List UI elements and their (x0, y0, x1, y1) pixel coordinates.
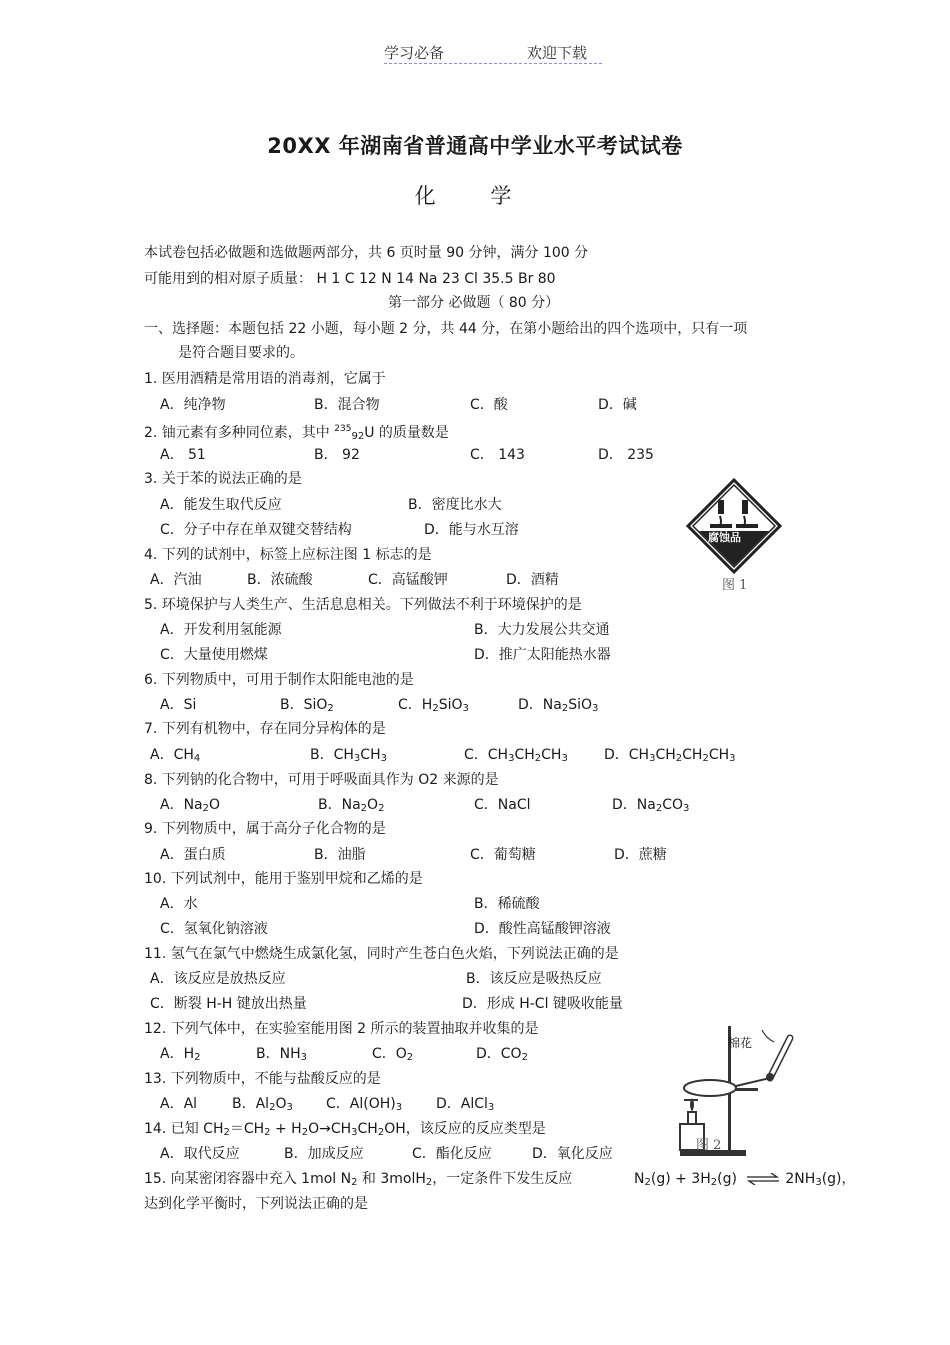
intro-line-1: 本试卷包括必做题和选做题两部分，共 6 页时量 90 分钟，满分 100 分 (144, 245, 589, 261)
q7-b-tail: CH (360, 747, 381, 763)
q3-option-a: A．能发生取代反应 (160, 497, 282, 513)
q7-c-tail: CH (541, 747, 562, 763)
q6-c-tail: SiO (438, 697, 463, 713)
q14-stem-a: 14. 已知 CH (144, 1121, 224, 1137)
q7-option-b (310, 746, 387, 768)
q2-option-d: D． 235 (598, 447, 654, 463)
q11-stem: 11. 氢气在氯气中燃烧生成氯化氢，同时产生苍白色火焰，下列说法正确的是 (144, 946, 619, 962)
q8-option-b (318, 796, 384, 818)
q13-stem: 13. 下列物质中，不能与盐酸反应的是 (144, 1071, 381, 1087)
q12-option-c (372, 1045, 413, 1067)
q13-option-a: A．Al (160, 1096, 198, 1112)
q7-c-sub: 3 (508, 753, 515, 764)
q2-stem (144, 420, 449, 446)
q6-d-text: D．Na (518, 697, 562, 713)
q9-option-a: A．蛋白质 (160, 847, 226, 863)
q4-option-b: B．浓硫酸 (247, 572, 313, 588)
q7-option-c (464, 746, 568, 768)
q7-b-sub2: 3 (380, 753, 387, 764)
q9-option-b: B．油脂 (314, 847, 366, 863)
q15-stem-line-2: 达到化学平衡时，下列说法正确的是 (144, 1196, 368, 1212)
q7-a-text: A．CH (150, 747, 194, 763)
q6-b-sub: 2 (327, 703, 334, 714)
q7-d-sub2: 2 (675, 753, 683, 764)
q7-b-text: B．CH (310, 747, 354, 763)
q15-s1: 2 (351, 1177, 358, 1188)
q5-option-b: B．大力发展公共交通 (474, 622, 610, 638)
q8-d-sub2: 3 (683, 803, 690, 814)
figure-2-label: 棉花 (728, 1036, 753, 1050)
q1-option-a: A．纯净物 (160, 397, 226, 413)
q6-option-a: A．Si (160, 697, 197, 713)
q12-option-d (476, 1045, 528, 1067)
q2-element: U (364, 425, 375, 441)
q9-option-c: C．葡萄糖 (470, 847, 536, 863)
q15-p2: ，一定条件下发生反应 (432, 1171, 573, 1187)
q12-d-text: D．CO (476, 1046, 522, 1062)
intro-line-2: 可能用到的相对原子质量： H 1 C 12 N 14 Na 23 Cl 35.5 Br 80 (144, 271, 556, 287)
q11-option-b: B．该反应是吸热反应 (466, 971, 602, 987)
q10-option-d: D．酸性高锰酸钾溶液 (474, 921, 611, 937)
q14-s3: 2 (301, 1127, 309, 1138)
q7-d-sub: 3 (649, 753, 656, 764)
q10-stem: 10. 下列试剂中，能用于鉴别甲烷和乙烯的是 (144, 871, 423, 887)
q7-stem: 7. 下列有机物中，存在同分异构体的是 (144, 721, 386, 737)
q6-option-b (280, 696, 334, 718)
q8-b-text: B．Na (318, 797, 361, 813)
q8-a-text: A．Na (160, 797, 203, 813)
q1-option-c: C．酸 (470, 397, 508, 413)
q10-option-c: C．氢氧化钠溶液 (160, 921, 268, 937)
figure-1-caption: 图 1 (722, 578, 748, 593)
q8-option-c: C．NaCl (474, 797, 531, 813)
q2-atomic-number: 92 (351, 431, 365, 442)
figure-2-caption: 图 2 (696, 1138, 722, 1153)
q14-s2: 2 (264, 1127, 271, 1138)
q8-b-sub: 2 (360, 803, 368, 814)
q8-d-text: D．Na (612, 797, 656, 813)
q6-c-sub: 2 (432, 703, 439, 714)
q6-b-text: B．SiO (280, 697, 328, 713)
q4-option-a: A．汽油 (150, 572, 202, 588)
q15-eq-c: (g) (717, 1171, 737, 1187)
q14-option-c: C．酯化反应 (412, 1146, 492, 1162)
q6-stem: 6. 下列物质中，可用于制作太阳能电池的是 (144, 672, 414, 688)
q8-a-sub: 2 (202, 803, 210, 814)
q7-option-d (604, 746, 736, 768)
q11-option-d: D．形成 H-Cl 键吸收能量 (462, 996, 623, 1012)
q1-stem: 1. 医用酒精是常用语的消毒剂，它属于 (144, 371, 386, 387)
q15-eq-a: N (634, 1171, 645, 1187)
q15-e3: 3 (815, 1177, 822, 1188)
q14-p4: CH (357, 1121, 378, 1137)
q2-option-a: A． 51 (160, 447, 206, 463)
q7-c-text: C．CH (464, 747, 509, 763)
q5-stem: 5. 环境保护与人类生产、生活息息相关。下列做法不利于环境保护的是 (144, 597, 582, 613)
q6-option-d (518, 696, 598, 718)
q8-option-a (160, 796, 220, 818)
q15-eq-d: 2NH (785, 1171, 816, 1187)
q7-d-mid: CH (655, 747, 676, 763)
q14-s5: 2 (377, 1127, 385, 1138)
q12-c-sub: 2 (406, 1052, 414, 1063)
q15-eq-e: (g)， (821, 1171, 856, 1187)
q13-option-b (232, 1095, 293, 1117)
q11-option-a: A．该反应是放热反应 (150, 971, 286, 987)
header-right: 欢迎下载 (527, 44, 588, 62)
exam-title: 20XX 年湖南省普通高中学业水平考试试卷 (267, 134, 683, 158)
q12-a-sub: 2 (194, 1052, 201, 1063)
q9-stem: 9. 下列物质中，属于高分子化合物的是 (144, 821, 386, 837)
q8-d-tail: CO (662, 797, 684, 813)
q14-p1: ＝CH (229, 1121, 265, 1137)
q8-d-sub: 2 (655, 803, 663, 814)
q14-p2: + H (270, 1121, 302, 1137)
q3-stem: 3. 关于苯的说法正确的是 (144, 471, 302, 487)
q3-option-c: C．分子中存在单双键交替结构 (160, 522, 352, 538)
q14-option-d: D．氧化反应 (532, 1146, 613, 1162)
q14-p5: OH，该反应的反应类型是 (384, 1121, 546, 1137)
figure-1-corrosive-sign (686, 478, 782, 588)
q7-d-tail: CH (708, 747, 730, 763)
q8-stem: 8. 下列钠的化合物中，可用于呼吸面具作为 O2 来源的是 (144, 772, 499, 788)
q12-c-text: C．O (372, 1046, 407, 1062)
q5-option-a: A．开发利用氢能源 (160, 622, 282, 638)
q1-option-d: D．碱 (598, 397, 637, 413)
q6-d-tail: SiO (568, 697, 593, 713)
equilibrium-arrow-icon (745, 1173, 781, 1185)
q15-stem-a: 15. 向某密闭容器中充入 1mol N (144, 1171, 352, 1187)
q7-d-text: D．CH (604, 747, 650, 763)
q2-option-c: C． 143 (470, 447, 525, 463)
q6-c-sub2: 3 (462, 703, 469, 714)
q8-a-tail: O (209, 797, 221, 813)
q12-d-sub: 2 (521, 1052, 528, 1063)
q7-d-mid2: CH (682, 747, 703, 763)
figure-2-apparatus (670, 1020, 800, 1160)
q8-b-sub2: 2 (378, 803, 385, 814)
q9-option-d: D．蔗糖 (614, 847, 667, 863)
q7-b-sub: 3 (353, 753, 361, 764)
q14-s4: 3 (351, 1127, 358, 1138)
q14-option-b: B．加成反应 (284, 1146, 364, 1162)
q15-stem (144, 1170, 572, 1192)
q6-d-sub2: 3 (592, 703, 599, 714)
q7-d-sub4: 3 (729, 753, 736, 764)
q15-p1: 和 3molH (357, 1171, 426, 1187)
q6-d-sub: 2 (561, 703, 569, 714)
q3-option-b: B．密度比水大 (408, 497, 502, 513)
q7-c-sub2: 2 (534, 753, 542, 764)
q7-c-sub3: 3 (561, 753, 568, 764)
q12-b-text: B．NH (256, 1046, 301, 1062)
exam-subject: 化 学 (414, 184, 536, 208)
section-instructions-1: 一、选择题：本题包括 22 小题，每小题 2 分，共 44 分，在第小题给出的四个选项中，只有一项 (144, 321, 748, 337)
q15-equation (634, 1170, 856, 1192)
q2-stem-a: 2. 铀元素有多种同位素，其中 (144, 425, 330, 441)
q12-b-sub: 3 (300, 1052, 307, 1063)
q7-option-a (150, 746, 200, 768)
q13-b-sub2: 3 (286, 1102, 293, 1113)
q14-option-a: A．取代反应 (160, 1146, 240, 1162)
section-instructions-2: 是符合题目要求的。 (178, 345, 304, 361)
q12-option-b (256, 1045, 307, 1067)
part-heading: 第一部分 必做题（ 80 分） (388, 295, 560, 311)
q6-c-text: C．H (398, 697, 433, 713)
q13-b-text: B．Al (232, 1096, 270, 1112)
q12-stem: 12. 下列气体中，在实验室能用图 2 所示的装置抽取并收集的是 (144, 1021, 539, 1037)
figure-1-label: 腐蚀品 (708, 531, 741, 544)
q13-c-sub: 3 (395, 1102, 403, 1113)
q13-d-sub: 3 (487, 1102, 495, 1113)
q13-c-text: C．Al(OH) (326, 1096, 396, 1112)
q4-option-d: D．酒精 (506, 572, 559, 588)
q15-eq-b: (g) + 3H (650, 1171, 711, 1187)
q12-a-text: A．H (160, 1046, 195, 1062)
q8-option-d (612, 796, 689, 818)
q13-b-sub: 2 (269, 1102, 276, 1113)
q8-b-tail: O (367, 797, 379, 813)
q1-option-b: B．混合物 (314, 397, 380, 413)
q11-option-c: C．断裂 H-H 键放出热量 (150, 996, 307, 1012)
q7-c-mid: CH (514, 747, 535, 763)
q2-option-b: B． 92 (314, 447, 360, 463)
q13-d-text: D．AlCl (436, 1096, 488, 1112)
q5-option-d: D．推广太阳能热水器 (474, 647, 611, 663)
q14-stem (144, 1120, 546, 1142)
corrosive-hazard-icon (686, 478, 782, 574)
q6-option-c (398, 696, 469, 718)
q2-stem-b: 的质量数是 (374, 425, 449, 441)
q3-option-d: D．能与水互溶 (424, 522, 519, 538)
q4-option-c: C．高锰酸钾 (368, 572, 448, 588)
q10-option-b: B．稀硫酸 (474, 896, 540, 912)
q15-e1: 2 (644, 1177, 651, 1188)
q12-option-a (160, 1045, 200, 1067)
q10-option-a: A．水 (160, 896, 198, 912)
q13-option-c (326, 1095, 402, 1117)
q7-d-sub3: 2 (702, 753, 709, 764)
q13-b-tail: O (275, 1096, 287, 1112)
q13-option-d (436, 1095, 494, 1117)
q15-e2: 2 (710, 1177, 718, 1188)
header-left: 学习必备 (384, 44, 445, 62)
q7-a-sub: 4 (193, 753, 201, 764)
q5-option-c: C．大量使用燃煤 (160, 647, 268, 663)
q4-stem: 4. 下列的试剂中，标签上应标注图 1 标志的是 (144, 547, 432, 563)
q14-s1: 2 (223, 1127, 230, 1138)
q2-mass-number: 235 (334, 424, 352, 434)
q15-s2: 2 (425, 1177, 433, 1188)
page-header (384, 42, 602, 64)
q14-p3: O→CH (308, 1121, 352, 1137)
